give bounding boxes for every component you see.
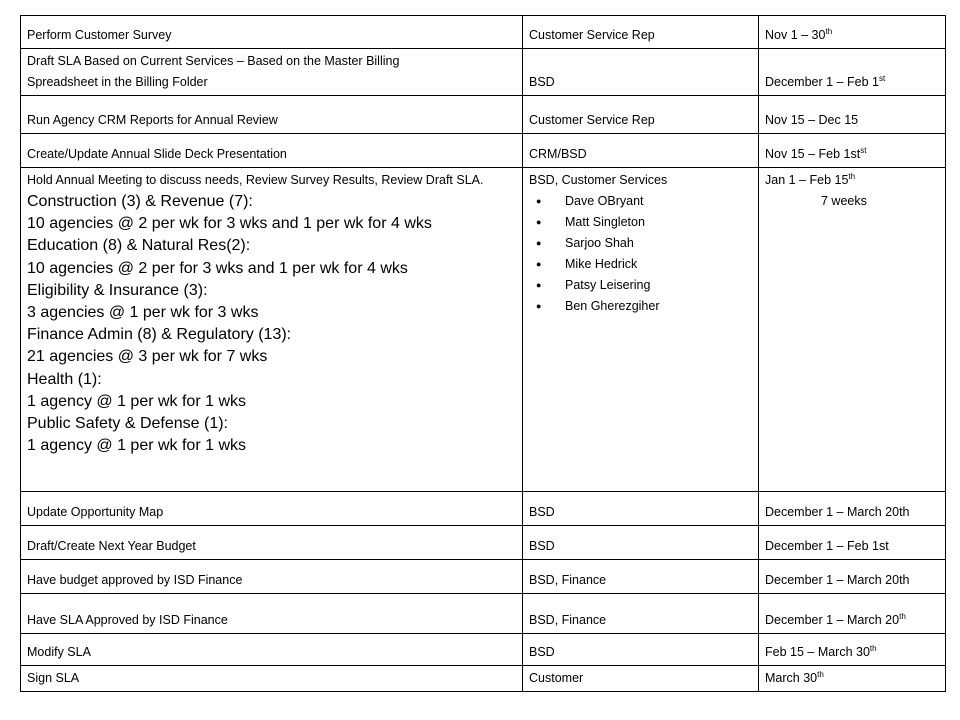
date-text: Feb 15 – March 30 [765,645,870,659]
task-intro: Hold Annual Meeting to discuss needs, Review Survey Results, Review Draft SLA. [27,173,484,187]
list-item: ● Dave OBryant [529,191,754,212]
table-row [21,16,946,49]
date-text: Nov 15 – Feb 1st [765,147,861,161]
date-suffix: th [848,171,856,181]
task-cell: Update Opportunity Map [21,492,523,526]
table-row [21,492,946,526]
date-suffix: st [878,73,886,83]
detail-line: Eligibility & Insurance (3): [27,281,208,299]
owner-cell [523,168,759,492]
owner-text: BSD, Customer Services [529,173,668,187]
date-text: March 30 [765,671,818,685]
task-cell: Perform Customer Survey [21,16,523,49]
date-cell [759,49,946,96]
date-cell [759,168,946,492]
detail-line: Finance Admin (8) & Regulatory (13): [27,326,292,344]
owner-cell: Customer Service Rep [523,16,759,49]
owner-cell: BSD [523,49,759,96]
task-cell: Modify SLA [21,634,523,666]
detail-line: Health (1): [27,370,102,388]
task-cell: Sign SLA [21,666,523,692]
task-cell: Create/Update Annual Slide Deck Presentation [21,134,523,168]
detail-line: 3 agencies @ 1 per wk for 3 wks [27,304,259,322]
date-suffix: st [860,145,867,155]
owner-cell: BSD, Finance [523,560,759,594]
task-line: Draft SLA Based on Current Services – Based on the Master Billing [27,54,400,68]
owner-cell: BSD [523,634,759,666]
date-cell [759,634,946,666]
detail-line: 21 agencies @ 3 per wk for 7 wks [27,348,268,366]
date-text: December 1 – Feb 1 [765,75,879,89]
task-cell: Draft/Create Next Year Budget [21,526,523,560]
detail-line: 1 agency @ 1 per wk for 1 wks [27,437,246,455]
date-suffix: th [825,26,833,36]
table-row [21,634,946,666]
detail-line: Education (8) & Natural Res(2): [27,237,251,255]
table-row [21,168,946,492]
detail-line: Construction (3) & Revenue (7): [27,193,253,210]
date-cell: December 1 – March 20th [759,492,946,526]
table-row [21,594,946,634]
table-row [21,526,946,560]
date-suffix: th [899,611,906,621]
owner-cell: BSD [523,526,759,560]
date-cell: December 1 – March 20th [759,560,946,594]
date-cell: Nov 15 – Dec 15 [759,96,946,134]
task-cell: Run Agency CRM Reports for Annual Review [21,96,523,134]
owner-cell: BSD, Finance [523,594,759,634]
detail-line: 10 agencies @ 2 per wk for 3 wks and 1 per wk for 4 wks [27,215,432,233]
owner-cell: CRM/BSD [523,134,759,168]
list-item: ● Ben Gherezgiher [529,296,754,317]
detail-line: 10 agencies @ 2 per for 3 wks and 1 per wk for 4 wks [27,259,408,277]
date-cell [759,16,946,49]
task-cell [21,168,523,492]
date-suffix: th [869,643,877,653]
owner-cell: BSD [523,492,759,526]
detail-line: Public Safety & Defense (1): [27,415,228,433]
list-item: ● Matt Singleton [529,212,754,233]
date-suffix: th [817,669,824,679]
list-item: ● Mike Hedrick [529,254,754,275]
people-list [529,191,754,317]
table-row [21,134,946,168]
date-cell: December 1 – Feb 1st [759,526,946,560]
owner-cell: Customer [523,666,759,692]
table-row [21,96,946,134]
table-row [21,666,946,692]
date-text: Nov 1 – 30 [765,28,826,42]
schedule-table [20,15,946,692]
task-cell: Have budget approved by ISD Finance [21,560,523,594]
table-row [21,560,946,594]
date-cell [759,666,946,692]
list-item: ● Sarjoo Shah [529,233,754,254]
task-cell [21,49,523,96]
date-line [765,170,941,191]
date-cell [759,594,946,634]
date-text: Jan 1 – Feb 15 [765,173,849,187]
date-text: December 1 – March 20 [765,613,900,627]
detail-line: 1 agency @ 1 per wk for 1 wks [27,392,246,410]
table-row [21,49,946,96]
duration-text: 7 weeks [821,194,867,208]
owner-cell: Customer Service Rep [523,96,759,134]
task-cell: Have SLA Approved by ISD Finance [21,594,523,634]
task-line: Spreadsheet in the Billing Folder [27,75,208,89]
date-cell [759,134,946,168]
list-item: ● Patsy Leisering [529,275,754,296]
